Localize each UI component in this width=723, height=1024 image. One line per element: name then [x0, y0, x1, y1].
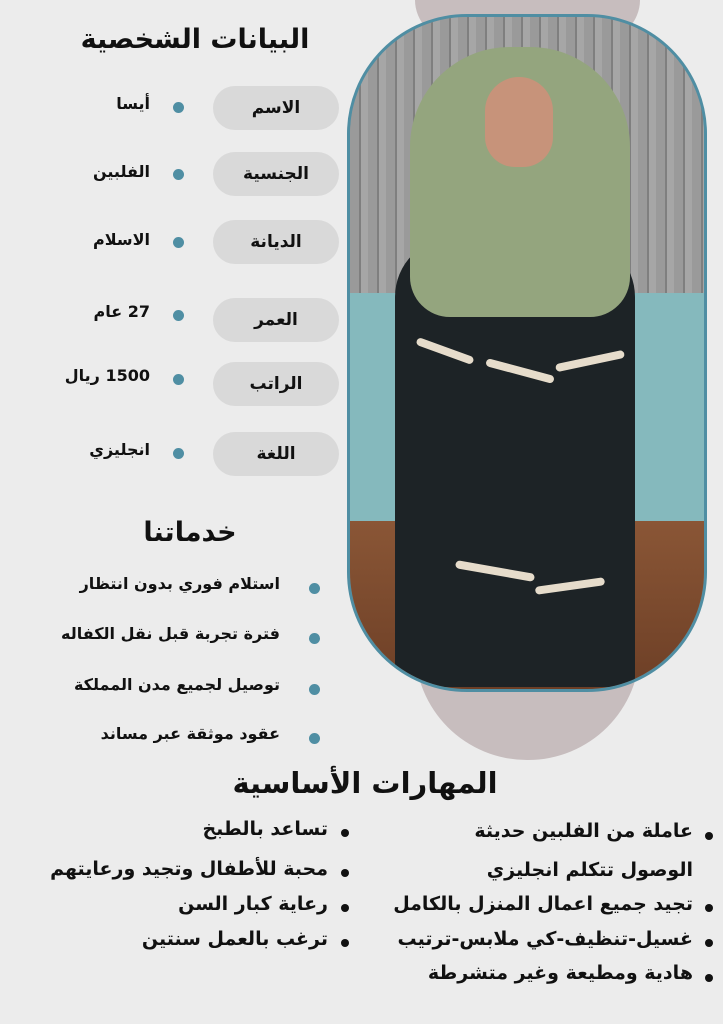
bullet-dot-icon	[173, 102, 184, 113]
label-pill: الجنسية	[213, 152, 339, 196]
bullet-dot-icon	[173, 374, 184, 385]
bullet-dot-icon	[309, 684, 320, 695]
services-title: خدماتنا	[143, 517, 237, 548]
info-row-language	[0, 432, 345, 478]
bullet-icon	[705, 974, 713, 982]
label-pill: العمر	[213, 298, 339, 342]
service-item	[20, 724, 320, 754]
bullet-dot-icon	[309, 733, 320, 744]
service-text: عقود موثقة عبر مساند	[100, 724, 280, 743]
bullet-dot-icon	[309, 633, 320, 644]
skill-item: هادية ومطيعة وغير متشرطة	[427, 962, 693, 984]
service-item	[20, 574, 320, 604]
bullet-dot-icon	[173, 310, 184, 321]
label-pill: الراتب	[213, 362, 339, 406]
info-row-nationality	[0, 152, 345, 198]
value-text: 1500 ريال	[64, 366, 150, 385]
value-text: انجليزي	[89, 440, 150, 459]
info-row-religion	[0, 220, 345, 266]
value-text: الاسلام	[92, 230, 150, 249]
service-text: فترة تجربة قبل نقل الكفاله	[60, 624, 280, 643]
bullet-dot-icon	[173, 169, 184, 180]
label-pill: اللغة	[213, 432, 339, 476]
skills-title: المهارات الأساسية	[232, 766, 498, 800]
bullet-dot-icon	[309, 583, 320, 594]
bullet-icon	[341, 829, 349, 837]
bullet-icon	[705, 939, 713, 947]
info-row-name	[0, 86, 345, 132]
bullet-dot-icon	[173, 448, 184, 459]
service-item	[20, 624, 320, 654]
skill-item: ترغب بالعمل سنتين	[141, 928, 328, 950]
bullet-dot-icon	[173, 237, 184, 248]
bullet-icon	[705, 832, 713, 840]
value-text: الفلبين	[93, 162, 150, 181]
skill-item: تجيد جميع اعمال المنزل بالكامل	[393, 893, 693, 915]
skill-item: الوصول تتكلم انجليزي	[486, 859, 693, 881]
skill-item: محبة للأطفال وتجيد ورعايتهم	[50, 858, 328, 880]
service-item	[20, 675, 320, 705]
service-text: استلام فوري بدون انتظار	[79, 574, 280, 593]
personal-info-title: البيانات الشخصية	[80, 24, 310, 55]
service-text: توصيل لجميع مدن المملكة	[73, 675, 280, 694]
value-text: 27 عام	[93, 302, 150, 321]
skill-item: تساعد بالطبخ	[202, 818, 328, 840]
value-text: أيسا	[116, 94, 150, 113]
bullet-icon	[341, 939, 349, 947]
bullet-icon	[341, 904, 349, 912]
info-row-salary	[0, 362, 345, 408]
skill-item: غسيل-تنظيف-كي ملابس-ترتيب	[397, 928, 693, 950]
label-pill: الديانة	[213, 220, 339, 264]
skill-item: عاملة من الفلبين حديثة	[474, 820, 693, 842]
bullet-icon	[705, 904, 713, 912]
info-row-age	[0, 298, 345, 344]
label-pill: الاسم	[213, 86, 339, 130]
skill-item: رعاية كبار السن	[178, 893, 328, 915]
bullet-icon	[341, 869, 349, 877]
worker-photo	[347, 14, 707, 692]
